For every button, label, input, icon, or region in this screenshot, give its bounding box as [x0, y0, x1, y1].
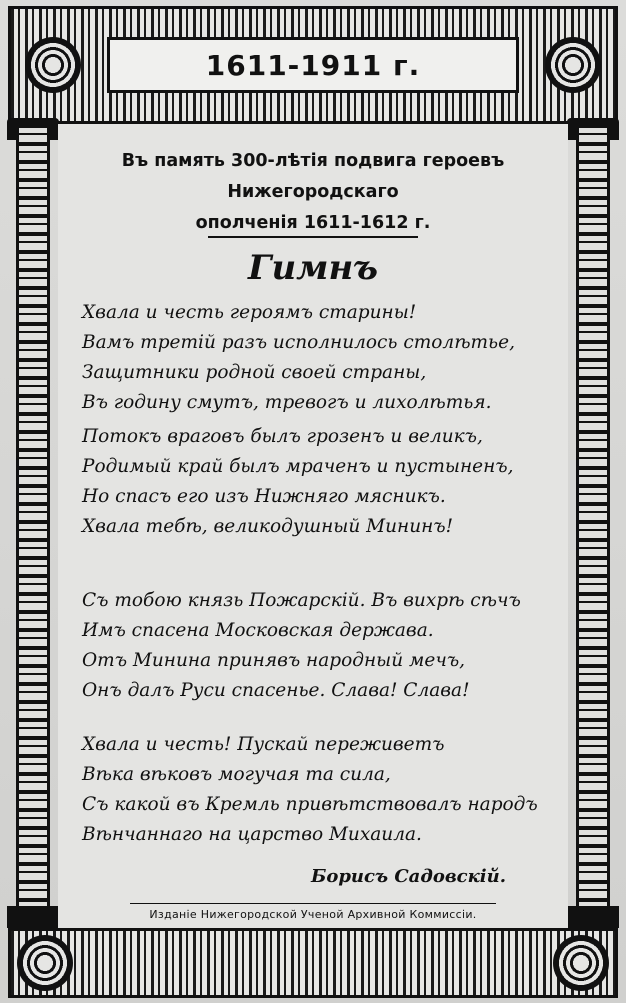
verse-line: Въ годину смутъ, тревогъ и лихолѣтья.: [82, 392, 492, 413]
verse-line: Родимый край былъ мраченъ и пустыненъ,: [82, 456, 514, 477]
dedication-line-2: ополченія 1611-1612 г.: [195, 213, 431, 233]
dedication-heading: [58, 146, 568, 239]
verse-line: Хвала тебѣ, великодушный Мининъ!: [82, 516, 454, 537]
dedication-line-1: Въ память 300-лѣтія подвига героевъ Нижегородскаго: [121, 151, 505, 202]
verse-line: Вѣнчаннаго на царство Михаила.: [82, 824, 422, 845]
author-signature: Борисъ Садовскій.: [310, 866, 506, 887]
verse-line: Онъ далъ Руси спасенье. Слава! Слава!: [82, 680, 470, 701]
left-rosette-ornament: [25, 37, 81, 93]
verse-line: Отъ Минина принявъ народный мечъ,: [82, 650, 466, 671]
text-panel: [58, 124, 568, 928]
hymn-title: Гимнъ: [247, 248, 379, 288]
left-column-base: [7, 906, 59, 928]
left-ornamental-column: [16, 124, 50, 928]
year-cartouche: [107, 37, 519, 93]
verse-line: Но спасъ его изъ Нижняго мясникъ.: [82, 486, 446, 507]
verse-line: Съ тобою князь Пожарскій. Въ вихрѣ сѣчъ: [82, 590, 521, 611]
verse-line: Вамъ третій разъ исполнилось столѣтье,: [82, 332, 515, 353]
bottom-ornamental-band: [8, 928, 618, 998]
bottom-right-rosette-ornament: [553, 935, 609, 991]
verse-line: Имъ спасена Московская держава.: [82, 620, 434, 641]
top-ornamental-band: [8, 6, 618, 124]
stanza-4: [82, 730, 552, 850]
publisher-divider: [130, 903, 496, 904]
right-ornamental-column: [576, 124, 610, 928]
stanza-3: [82, 586, 552, 706]
verse-line: Хвала и честь! Пускай переживетъ: [82, 734, 445, 755]
bottom-left-rosette-ornament: [17, 935, 73, 991]
verse-line: Защитники родной своей страны,: [82, 362, 427, 383]
stanza-1: [82, 298, 552, 418]
verse-line: Вѣка вѣковъ могучая та сила,: [82, 764, 391, 785]
verse-line: Съ какой въ Кремль привѣтствовалъ народъ: [82, 794, 538, 815]
verse-line: Потокъ враговъ былъ грозенъ и великъ,: [82, 426, 483, 447]
title-divider: [208, 236, 418, 238]
right-rosette-ornament: [545, 37, 601, 93]
right-column-base: [567, 906, 619, 928]
publisher-note: Изданіе Нижегородской Ученой Архивной Коммиссіи.: [149, 908, 477, 921]
verse-line: Хвала и честь героямъ старины!: [82, 302, 417, 323]
year-range: 1611-1911 г.: [205, 48, 421, 82]
stanza-2: [82, 422, 552, 542]
